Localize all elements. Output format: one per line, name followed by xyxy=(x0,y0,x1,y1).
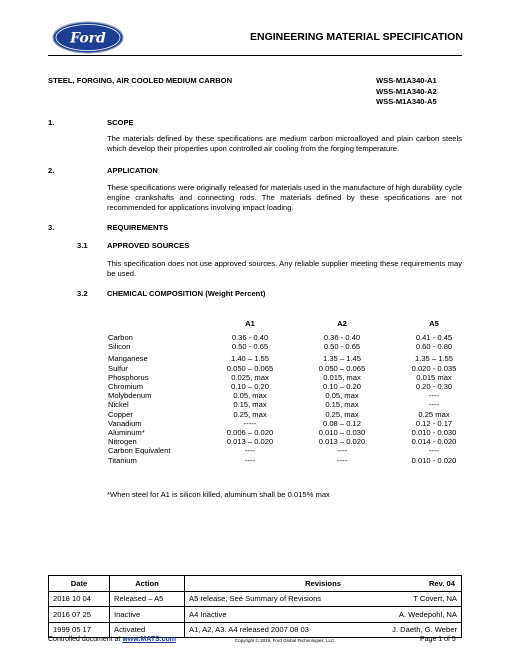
table-row xyxy=(108,333,480,342)
revision-date: 1999 05 17 xyxy=(49,622,110,638)
revision-description: A1, A2, A3. A4 released 2007 08 03 xyxy=(185,622,367,638)
element-name: Copper xyxy=(108,409,133,419)
mats-link[interactable]: www.MATS.com xyxy=(122,636,177,643)
element-name: Aluminum* xyxy=(108,428,145,438)
ford-logo xyxy=(52,21,124,54)
column-header-a5: A5 xyxy=(429,318,439,328)
element-name: Silicon xyxy=(108,342,131,352)
subsection-heading-approved-sources: APPROVED SOURCES xyxy=(107,241,190,250)
element-name: Chromium xyxy=(108,382,144,392)
value-a5: ---- xyxy=(428,391,440,401)
section-number: 2. xyxy=(48,166,55,175)
value-a2: 0.15, max xyxy=(325,400,359,410)
revision-action: Inactive xyxy=(110,607,185,623)
value-a1: 0.05, max xyxy=(233,391,267,401)
value-a1: 0.013 – 0.020 xyxy=(226,437,274,447)
revisions-label: Revisions xyxy=(305,578,341,588)
value-a1: 0.36 - 0.40 xyxy=(231,333,269,342)
table-row xyxy=(108,428,480,437)
revision-date: 2016 07 25 xyxy=(49,607,110,623)
value-a5: ---- xyxy=(428,446,440,456)
section-number: 1. xyxy=(48,118,55,127)
element-name: Nickel xyxy=(108,400,129,410)
revision-action: Released – A5 xyxy=(110,591,185,607)
revision-row xyxy=(49,607,462,623)
table-row xyxy=(108,364,480,373)
value-a2: 1.35 – 1.45 xyxy=(322,354,361,364)
chemical-title: CHEMICAL COMPOSITION xyxy=(107,289,204,298)
column-header-date: Date xyxy=(49,576,110,592)
value-a2: 0.10 – 0.20 xyxy=(322,382,361,392)
element-name: Molybdenum xyxy=(108,391,152,401)
value-a5: 0.41 - 0.45 xyxy=(415,333,453,342)
revision-author: A. Wedepohl, NA xyxy=(367,607,462,623)
spec-codes xyxy=(376,76,437,108)
footer-controlled xyxy=(48,636,176,643)
value-a5: 1.35 – 1.55 xyxy=(414,354,453,364)
value-a2: 0.015, max xyxy=(323,372,361,382)
value-a1: 0.050 – 0.065 xyxy=(226,363,274,373)
value-a2: ---- xyxy=(336,455,348,465)
value-a5: 0.020 - 0.035 xyxy=(411,363,457,373)
revision-table xyxy=(48,575,462,638)
revision-author: J. Daeth, G. Weber xyxy=(367,622,462,638)
revision-date: 2018 10 04 xyxy=(49,591,110,607)
section-heading-scope: SCOPE xyxy=(107,118,134,127)
table-row xyxy=(108,354,480,363)
header-divider xyxy=(48,55,462,56)
value-a5: 0.015 max xyxy=(416,372,452,382)
value-a5: ---- xyxy=(428,400,440,410)
value-a2: 0.08 – 0.12 xyxy=(322,418,361,428)
revision-header-row xyxy=(49,576,462,592)
element-name: Phosphorus xyxy=(108,372,149,382)
value-a1: 0.25, max xyxy=(233,409,267,419)
table-row xyxy=(108,373,480,382)
table-row xyxy=(108,456,480,465)
column-header-revisions xyxy=(185,576,462,592)
value-a2: 0.25, max xyxy=(325,409,359,419)
value-a1: ---- xyxy=(244,446,256,456)
value-a1: 0.50 - 0.65 xyxy=(231,342,269,352)
element-name: Nitrogen xyxy=(108,437,137,447)
spec-code: WSS-M1A340-A1 xyxy=(376,76,437,85)
subsection-heading-chemical xyxy=(107,289,265,298)
section-number: 3. xyxy=(48,223,55,232)
subsection-number: 3.1 xyxy=(77,241,88,250)
value-a2: 0.05, max xyxy=(325,391,359,401)
value-a5: 0.25 max xyxy=(418,409,450,419)
copyright: Copyright © 2018, Ford Global Technologies, LLC xyxy=(235,638,335,643)
table-row xyxy=(108,382,480,391)
value-a1: 0.006 – 0.020 xyxy=(226,428,274,438)
value-a5: 0.014 - 0.020 xyxy=(411,437,457,447)
table-row xyxy=(108,342,480,351)
scope-text: The materials defined by these specifications are medium carbon microalloyed and plain carbon steels which develop their properties upon controlled air cooling from the forging temperature. xyxy=(107,134,462,153)
element-name: Sulfur xyxy=(108,363,128,373)
element-name: Vanadium xyxy=(108,418,142,428)
application-text: These specifications were originally released for materials used in the manufacture of high durability cycle engine crankshafts and connecting rods. The materials defined by these specifications are not recommended for applications involving impact loading. xyxy=(107,183,462,212)
subsection-number: 3.2 xyxy=(77,289,88,298)
revision-description: A4 Inactive xyxy=(185,607,367,623)
value-a2: ---- xyxy=(336,446,348,456)
value-a2: 0.50 - 0.65 xyxy=(323,342,361,352)
table-row xyxy=(108,437,480,446)
revision-action: Activated xyxy=(110,622,185,638)
value-a2: 0.36 - 0.40 xyxy=(323,333,361,342)
column-header-a2: A2 xyxy=(337,318,347,328)
table-header-row xyxy=(108,316,480,330)
material-title: STEEL, FORGING, AIR COOLED MEDIUM CARBON xyxy=(48,76,233,85)
section-heading-requirements: REQUIREMENTS xyxy=(107,223,169,232)
table-row xyxy=(108,400,480,409)
value-a2: 0.050 – 0.065 xyxy=(318,363,366,373)
table-row xyxy=(108,391,480,400)
element-name: Titanium xyxy=(108,455,137,465)
revision-number: Rev. 04 xyxy=(428,578,455,588)
revision-description: A5 release, See Summary of Revisions xyxy=(185,591,367,607)
page-title: ENGINEERING MATERIAL SPECIFICATION xyxy=(250,31,463,43)
table-row xyxy=(108,419,480,428)
value-a5: 0.60 - 0.80 xyxy=(415,342,453,352)
value-a1: ----- xyxy=(243,418,257,428)
value-a2: 0.013 – 0.020 xyxy=(318,437,366,447)
element-name: Manganese xyxy=(108,354,148,364)
value-a5: 0.12 - 0.17 xyxy=(415,418,453,428)
element-name: Carbon Equivalent xyxy=(108,446,171,456)
column-header-action: Action xyxy=(110,576,185,592)
value-a1: 0.025, max xyxy=(231,372,269,382)
value-a5: 0.20 - 0.30 xyxy=(415,382,453,392)
value-a2: 0.010 – 0.030 xyxy=(318,428,366,438)
column-header-a1: A1 xyxy=(245,318,255,328)
table-row xyxy=(108,410,480,419)
value-a1: 0.10 – 0.20 xyxy=(230,382,269,392)
spec-code: WSS-M1A340-A5 xyxy=(376,97,437,106)
chemical-footnote: *When steel for A1 is silicon killed, aluminum shall be 0.015% max xyxy=(107,490,330,499)
controlled-text: Controlled document at xyxy=(48,636,121,643)
svg-text:Ford: Ford xyxy=(70,30,106,47)
value-a5: 0.010 - 0.030 xyxy=(411,428,457,438)
value-a1: ---- xyxy=(244,455,256,465)
approved-sources-text: This specification does not use approved sources. Any reliable supplier meeting these requirements may be used. xyxy=(107,259,462,278)
revision-author: T Covert, NA xyxy=(367,591,462,607)
chemical-title-suffix: (Weight Percent) xyxy=(205,289,266,298)
page-number: Page 1 of 5 xyxy=(420,636,456,643)
table-row xyxy=(108,446,480,455)
value-a1: 1.40 – 1.55 xyxy=(230,354,269,364)
chemical-composition-table xyxy=(108,316,480,465)
value-a1: 0.15, max xyxy=(233,400,267,410)
spec-code: WSS-M1A340-A2 xyxy=(376,86,437,96)
revision-row xyxy=(49,591,462,607)
value-a5: 0.010 - 0.020 xyxy=(411,455,457,465)
section-heading-application: APPLICATION xyxy=(107,166,158,175)
element-name: Carbon xyxy=(108,333,133,342)
